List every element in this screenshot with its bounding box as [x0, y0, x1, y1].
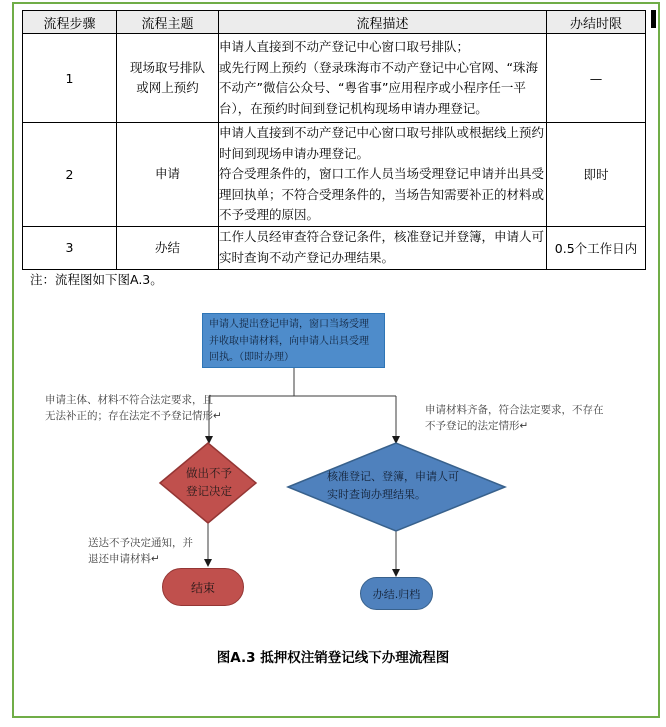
description-paragraph: 申请人直接到不动产登记中心窗口取号排队； [219, 39, 470, 54]
col-header-time-limit: 办结时限 [547, 11, 646, 34]
reject-decision-text: 做出不予登记决定 [186, 466, 232, 498]
cell-step: 2 [23, 123, 117, 227]
cell-step: 1 [23, 34, 117, 123]
topic-text: 现场取号排队或网上预约 [129, 60, 205, 95]
description-paragraph: 工作人员经审查符合登记条件，核准登记并登簿，申请人可实时查询不动产登记办理结果。 [219, 229, 545, 265]
figure-note: 注：流程图如下图A.3。 [30, 272, 163, 287]
topic-text: 办结 [154, 239, 180, 255]
action-label-return-materials: 送达不予决定通知，并退还申请材料↵ [88, 537, 193, 565]
terminator-archive: 办结.归档 [360, 577, 433, 610]
arrowhead-icon [205, 436, 213, 444]
cell-time-limit: — [547, 34, 646, 123]
arrowhead-icon [392, 569, 400, 577]
topic-text: 申请 [154, 166, 180, 182]
col-header-topic: 流程主题 [117, 11, 219, 34]
cell-step: 3 [23, 226, 117, 269]
approve-decision-text: 核准登记、登簿，申请人可实时查询办理结果。 [327, 470, 459, 501]
description-paragraph: 或先行网上预约（登录珠海市不动产登记中心官网、“珠海不动产”微信公众号、“粤省事”应用程序或小程序任一平台），在预约时间到登记机构现场申请办理登记。 [219, 59, 538, 116]
condition-label-approve: 申请材料齐备，符合法定要求，不存在不予登记的法定情形↵ [425, 404, 604, 432]
description-paragraph: 申请人直接到不动产登记中心窗口取号排队或根据线上预约时间到现场申请办理登记。 [219, 125, 545, 161]
arrowhead-icon [204, 559, 212, 567]
col-header-description: 流程描述 [219, 11, 547, 34]
flowchart-start-box: 申请人提出登记申请，窗口当场受理并收取申请材料，向申请人出具受理回执。（即时办理） [202, 313, 385, 368]
figure-caption: 图A.3 抵押权注销登记线下办理流程图 [216, 650, 450, 666]
description-paragraph: 符合受理条件的，窗口工作人员当场受理登记申请并出具受理回执单；不符合受理条件的，当场告知需要补正的材料或不予受理的原因。 [219, 166, 545, 222]
terminator-end: 结束 [162, 568, 244, 606]
col-header-step: 流程步骤 [23, 11, 117, 34]
condition-label-reject: 申请主体、材料不符合法定要求，且无法补正的；存在法定不予登记情形↵ [45, 394, 222, 422]
cell-time-limit: 即时 [547, 123, 646, 227]
cell-time-limit: 0.5个工作日内 [547, 226, 646, 269]
